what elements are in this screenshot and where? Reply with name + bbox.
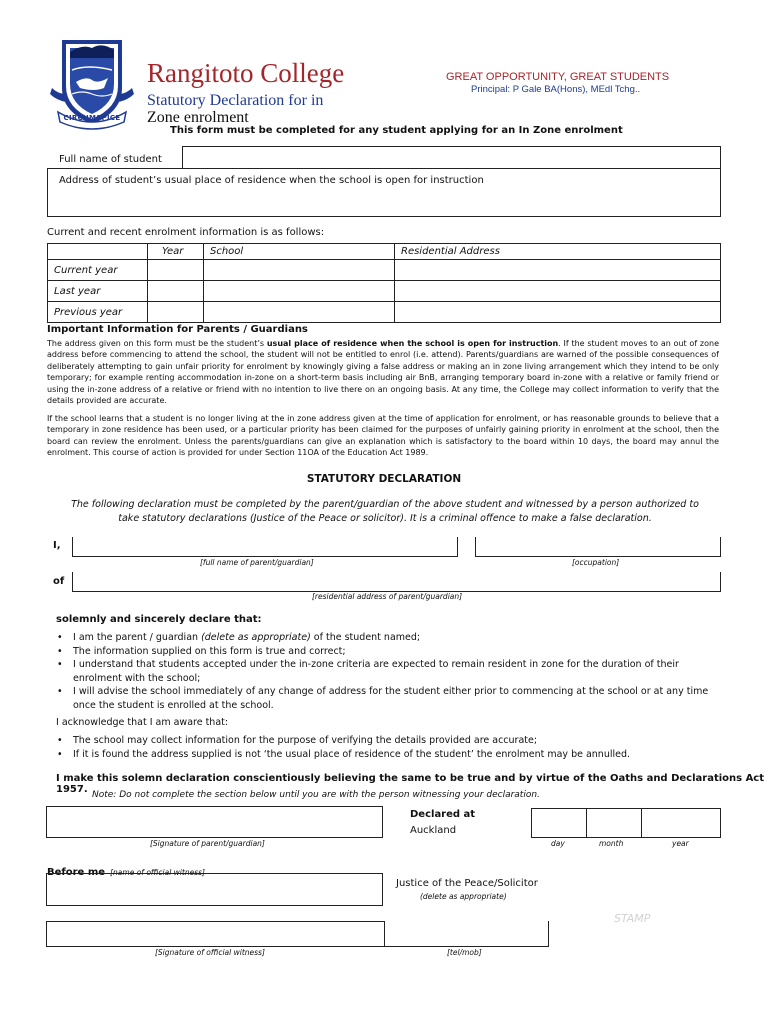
acknowledge-list — [47, 734, 721, 761]
declaration-heading: STATUTORY DECLARATION — [306, 473, 462, 485]
student-name-field[interactable] — [182, 146, 721, 169]
day-field[interactable] — [531, 808, 587, 838]
list-item: • If it is found the address supplied is not ‘the usual place of residence of the student’ the enrolment may be annulled. — [47, 748, 721, 762]
list-item: • The information supplied on this form is true and correct; — [47, 645, 721, 659]
declaration-intro: The following declaration must be completed by the parent/guardian of the above student and witnessed by a person authorized to take statutory declarations (Justice of the Peace or solicitor). It is a criminal offence to make a false declaration. — [71, 499, 699, 524]
address-cell[interactable] — [395, 281, 721, 302]
tagline: GREAT OPPORTUNITY, GREAT STUDENTS — [446, 71, 670, 83]
list-item: • The school may collect information for the purpose of verifying the details provided are accurate; — [47, 734, 721, 748]
enrolment-intro: Current and recent enrolment information is as follows: — [47, 227, 325, 238]
table-header-row — [48, 244, 721, 260]
year-cell[interactable] — [148, 260, 204, 281]
enrolment-table — [47, 243, 721, 323]
witness-name-field[interactable] — [46, 873, 383, 906]
student-address-label: Address of student’s usual place of residence when the school is open for instruction — [59, 175, 484, 186]
parent-name-caption: [full name of parent/guardian] — [200, 558, 314, 567]
bullet1-italic: (delete as appropriate) — [201, 632, 311, 643]
crest-motto: CIRCUMSPICE — [63, 114, 121, 122]
table-row — [48, 302, 721, 323]
principal-line: Principal: P Gale BA(Hons), MEdl Tchg.. — [471, 84, 641, 95]
solemnly-text: solemnly and sincerely declare that: — [56, 614, 262, 625]
row-label-previous-year: Previous year — [48, 302, 148, 323]
table-row — [48, 260, 721, 281]
declared-place: Auckland — [410, 825, 457, 836]
of-label: of — [53, 576, 65, 587]
year-cell[interactable] — [148, 281, 204, 302]
i-label: I, — [53, 540, 61, 551]
before-me-label: Before me — [47, 867, 106, 878]
p1-before: The address given on this form must be the student’s — [47, 339, 267, 348]
list-item: • I will advise the school immediately of any change of address for the student either prior to commencing at the school or at any time once the student is enrolled at the school. — [47, 685, 721, 712]
list-item — [47, 631, 721, 645]
row-label-last-year: Last year — [48, 281, 148, 302]
parent-address-caption: [residential address of parent/guardian] — [312, 592, 463, 601]
bullet1-after: of the student named; — [310, 632, 421, 643]
witness-name-caption: [name of official witness] — [110, 868, 205, 877]
form-title-line1: Statutory Declaration for in — [147, 92, 324, 109]
tel-field[interactable] — [384, 921, 549, 947]
form-title-line2: Zone enrolment — [147, 109, 249, 126]
year-caption: year — [672, 839, 689, 848]
important-paragraph-2: If the school learns that a student is no longer living at the in zone address given at the time of application for enrolment, or has reasonable grounds to believe that a temporary in zone residence has been used, or a particular priority has been claimed for the purposes of unfairly gaining priority in enrolment at the school, then the board can review the enrolment. Unless the parents/guardians can give an explanation which is satisfactory to the board within 10 days, the board may annul the enrolment. This course of action is provided for under Section 11OA of the Education Act 1989. — [47, 414, 719, 458]
important-heading: Important Information for Parents / Guardians — [47, 324, 308, 335]
parent-signature-field[interactable] — [46, 806, 383, 838]
school-cell[interactable] — [204, 302, 395, 323]
parent-signature-caption: [Signature of parent/guardian] — [150, 839, 265, 848]
bullet1-before: I am the parent / guardian — [73, 632, 202, 643]
form-instruction: This form must be completed for any student applying for an In Zone enrolment — [170, 125, 623, 136]
jp-label: Justice of the Peace/Solicitor — [396, 878, 538, 889]
year-cell[interactable] — [148, 302, 204, 323]
address-cell[interactable] — [395, 302, 721, 323]
important-paragraph-1 — [47, 338, 719, 406]
column-header-address: Residential Address — [395, 244, 721, 260]
tel-caption: [tel/mob] — [447, 948, 482, 957]
occupation-caption: [occupation] — [572, 558, 620, 567]
declared-at-label: Declared at — [410, 809, 476, 820]
column-header-school: School — [204, 244, 395, 260]
month-caption: month — [599, 839, 624, 848]
school-cell[interactable] — [204, 281, 395, 302]
witness-signature-field[interactable] — [46, 921, 385, 947]
year-field[interactable] — [641, 808, 721, 838]
column-header-year: Year — [148, 244, 204, 260]
acknowledge-text: I acknowledge that I am aware that: — [56, 717, 229, 728]
month-field[interactable] — [586, 808, 642, 838]
witness-signature-caption: [Signature of official witness] — [155, 948, 265, 957]
college-crest — [48, 36, 136, 132]
row-label-current-year: Current year — [48, 260, 148, 281]
p1-after: . If the student moves to an out of zone address before commencing to attend the school, the student will not be entitled to enrol (i.e. attend). Parents/guardians are warned of the possible consequences of deliberately attempting to gain unfair priority for enrolment by knowingly giving a false address or making an in zone living arrangement which they intend to be only temporary; for example renting accommodation in-zone on a short-term basis including air BnB, arranging temporary board in-zone with a relative or family friend or using the in-zone address of a relative or friend with no intention to live there on an ongoing basis. At any time, the College may collect information to verify that the details provided are accurate. — [47, 339, 720, 406]
table-row — [48, 281, 721, 302]
stamp-area: STAMP — [614, 912, 651, 925]
student-name-label: Full name of student — [59, 154, 162, 165]
parent-name-field[interactable] — [72, 537, 458, 557]
school-cell[interactable] — [204, 260, 395, 281]
p1-bold: usual place of residence when the school is open for instruction — [266, 339, 559, 348]
day-caption: day — [551, 839, 565, 848]
column-header — [48, 244, 148, 260]
school-name: Rangitoto College — [147, 58, 345, 88]
solemn-statement: I make this solemn declaration conscientiously believing the same to be true and by virtue of the Oaths and Declarations Act 1957. — [56, 773, 765, 795]
occupation-field[interactable] — [475, 537, 721, 557]
address-cell[interactable] — [395, 260, 721, 281]
list-item: • I understand that students accepted under the in-zone criteria are expected to remain resident in zone for the duration of their enrolment with the school; — [47, 658, 721, 685]
parent-address-field[interactable] — [72, 572, 721, 592]
declaration-list — [47, 631, 721, 713]
delete-caption: (delete as appropriate) — [420, 892, 507, 901]
witness-note: Note: Do not complete the section below until you are with the person witnessing your declaration. — [92, 790, 540, 800]
